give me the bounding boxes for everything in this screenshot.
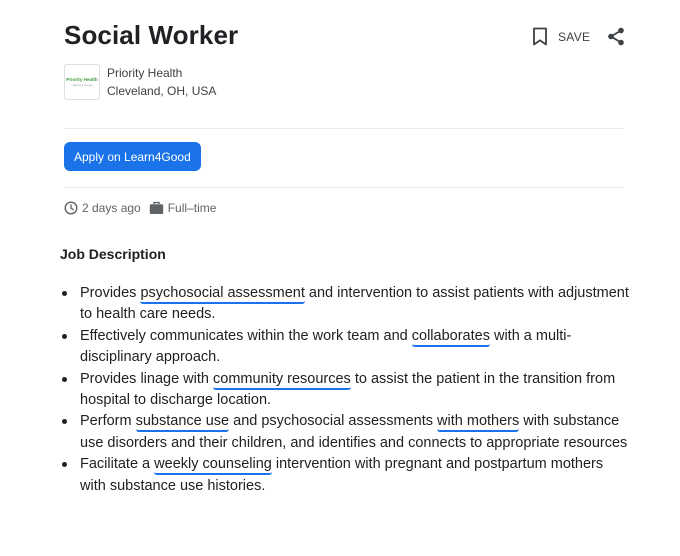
description-list <box>80 283 632 497</box>
job-actions <box>532 27 625 46</box>
posted-text: 2 days ago <box>82 201 141 215</box>
bookmark-icon <box>532 27 548 46</box>
bullet-text: and intervention to assist patients with adjustment to health care needs. <box>80 285 629 323</box>
list-item <box>80 326 632 369</box>
bullet-text: with substance use disorders and their children, and identifies and connects to appropriate resources <box>80 413 628 451</box>
bullet-text: intervention with pregnant and postpartum mothers with substance use histories. <box>80 456 604 494</box>
employment-type-text: Full–time <box>167 201 217 215</box>
bullet-text: Provides <box>80 285 141 301</box>
share-button[interactable] <box>607 27 625 46</box>
posted-date <box>64 201 141 215</box>
list-item <box>80 454 632 497</box>
job-title: Social Worker <box>64 20 239 50</box>
job-meta <box>64 201 216 215</box>
company-logo-text: Priority Health <box>66 77 98 82</box>
briefcase-icon <box>149 201 164 215</box>
share-icon <box>607 27 625 46</box>
highlighted-keyword: psychosocial assessment <box>140 284 304 304</box>
company-logo <box>64 64 100 100</box>
list-item <box>80 369 632 412</box>
bullet-text: to assist the patient in the transition from hospital to discharge location. <box>80 370 616 409</box>
bullet-text: and psychosocial assessments <box>229 413 438 430</box>
company-name: Priority Health <box>107 66 183 80</box>
divider <box>64 128 624 129</box>
highlighted-keyword: community resources <box>213 370 351 390</box>
list-item <box>80 283 632 326</box>
bullet-text: Perform <box>80 413 136 430</box>
highlighted-keyword: with mothers <box>437 412 519 432</box>
bullet-text: Effectively communicates within the work team and <box>80 327 412 344</box>
clock-icon <box>64 201 78 215</box>
bullet-text: with a multi-disciplinary approach. <box>80 327 572 366</box>
save-button[interactable] <box>532 27 590 46</box>
highlighted-keyword: substance use <box>136 412 230 432</box>
company-logo-subtext: making it simple <box>71 83 93 87</box>
highlighted-keyword: collaborates <box>412 327 490 347</box>
highlighted-keyword: weekly counseling <box>154 455 272 475</box>
company-info <box>107 64 216 100</box>
employment-type <box>149 201 217 215</box>
list-item <box>80 411 632 454</box>
section-heading: Job Description <box>60 246 166 262</box>
job-location: Cleveland, OH, USA <box>107 84 217 98</box>
save-label: SAVE <box>558 29 591 44</box>
apply-button[interactable]: Apply on Learn4Good <box>64 142 201 171</box>
bullet-text: Provides linage with <box>80 370 213 387</box>
divider <box>64 187 624 188</box>
bullet-text: Facilitate a <box>80 456 155 473</box>
